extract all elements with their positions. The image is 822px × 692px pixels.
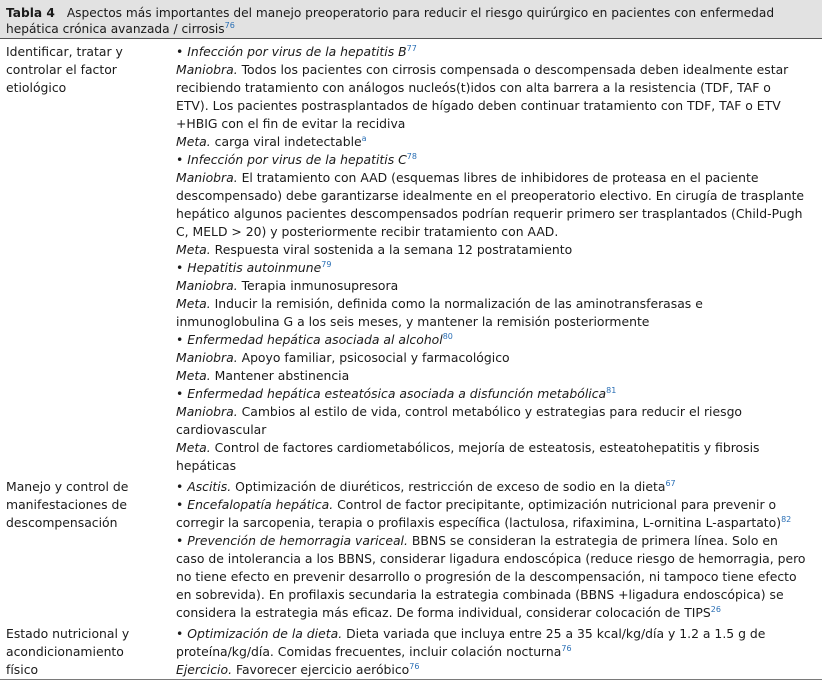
emphasis-text: Meta. (176, 296, 211, 311)
caption-reference[interactable]: 76 (224, 20, 235, 30)
body-text: en sobrevida). En profilaxis secundaria la estrategia combinada (BBNS +ligadura endoscópica) se (176, 587, 784, 602)
content-line (176, 403, 818, 421)
row-heading-line: manifestaciones de (6, 497, 128, 512)
content-line (176, 241, 818, 259)
body-text: El tratamiento con AAD (esquemas libres de inhibidores de proteasa en el paciente (237, 170, 759, 185)
bullet-marker: • (176, 533, 188, 548)
emphasis-text: Infección por virus de la hepatitis C (187, 152, 407, 167)
body-text: descompensado) debe garantizarse idealmente en el preoperatorio electivo. En cirugía de trasplante (176, 188, 805, 203)
content-line (176, 313, 818, 331)
bullet-marker: • (176, 260, 188, 275)
content-line (176, 151, 818, 169)
reference-superscript[interactable]: 82 (781, 514, 792, 524)
emphasis-text: Meta. (176, 242, 211, 257)
body-text: C, MELD > 20) y posteriormente recibir tratamiento con AAD. (176, 224, 559, 239)
reference-superscript[interactable]: 79 (321, 259, 332, 269)
table-label: Tabla 4 (6, 6, 55, 20)
content-line (176, 97, 818, 115)
body-text: recibiendo tratamiento con análogos nucleós(t)idos con alta barrera a la resistencia (TDF, TAF o (176, 80, 771, 95)
row-content (176, 622, 822, 679)
table-row (0, 475, 822, 622)
caption-text: Aspectos más importantes del manejo preoperatorio para reducir el riesgo quirúrgico en pacientes con enfermedad hepática crónica avanzada / cirrosis (6, 6, 775, 36)
body-text: Inducir la remisión, definida como la normalización de las aminotransferasas e (210, 296, 703, 311)
reference-superscript[interactable]: 78 (406, 151, 417, 161)
content-line (176, 169, 818, 187)
content-line (176, 295, 818, 313)
emphasis-text: Optimización de la dieta. (187, 626, 343, 641)
body-text: cardiovascular (176, 422, 267, 437)
table-caption (0, 0, 822, 38)
row-content (176, 475, 822, 622)
reference-superscript[interactable]: 76 (561, 643, 572, 653)
emphasis-text: Meta. (176, 368, 211, 383)
reference-superscript[interactable]: 26 (710, 604, 721, 614)
content-line (176, 61, 818, 79)
content-line (176, 568, 818, 586)
body-text: caso de intolerancia a los BBNS, considerar ligadura endoscópica (reduce riesgo de hemorragia, pero (176, 551, 806, 566)
content-line (176, 277, 818, 295)
table-row (0, 622, 822, 679)
reference-superscript[interactable]: 67 (665, 478, 676, 488)
body-text: proteína/kg/día. Comidas frecuentes, incluir colación nocturna (176, 644, 562, 659)
content-line (176, 457, 818, 475)
row-heading (0, 475, 176, 622)
body-text: inmunoglobulina G a los seis meses, y mantener la remisión posteriormente (176, 314, 650, 329)
body-text: Todos los pacientes con cirrosis compensada o descompensada deben idealmente estar (237, 62, 789, 77)
body-text: Cambios al estilo de vida, control metabólico y estrategias para reducir el riesgo (237, 404, 743, 419)
row-content (176, 39, 822, 475)
content-line (176, 625, 818, 643)
content-line (176, 187, 818, 205)
emphasis-text: Prevención de hemorragia variceal. (187, 533, 408, 548)
content-line (176, 223, 818, 241)
reference-superscript[interactable]: 81 (606, 385, 617, 395)
emphasis-text: Maniobra. (176, 170, 238, 185)
bullet-marker: • (176, 386, 188, 401)
content-line (176, 115, 818, 133)
content-line (176, 586, 818, 604)
body-text: BBNS se consideran la estrategia de primera línea. Solo en (407, 533, 778, 548)
body-text: corregir la sarcopenia, terapia o profilaxis específica (lactulosa, rifaximina, L-ornitina L-aspartato) (176, 515, 782, 530)
row-heading-line: etiológico (6, 80, 67, 95)
content-line (176, 259, 818, 277)
content-line (176, 385, 818, 403)
body-text: hepáticas (176, 458, 237, 473)
emphasis-text: Ejercicio. (176, 662, 233, 677)
content-line (176, 205, 818, 223)
content-line (176, 550, 818, 568)
row-heading-line: controlar el factor (6, 62, 117, 77)
body-text: Optimización de diuréticos, restricción de exceso de sodio en la dieta (231, 479, 666, 494)
emphasis-text: Maniobra. (176, 62, 238, 77)
content-line (176, 133, 818, 151)
bullet-marker: • (176, 626, 188, 641)
row-heading-line: acondicionamiento (6, 644, 124, 659)
body-text: Apoyo familiar, psicosocial y farmacológico (237, 350, 510, 365)
body-text: Respuesta viral sostenida a la semana 12 postratamiento (210, 242, 573, 257)
content-line (176, 514, 818, 532)
emphasis-text: Encefalopatía hepática. (187, 497, 334, 512)
emphasis-text: Ascitis. (187, 479, 232, 494)
body-text: ETV). Los pacientes postrasplantados de hígado deben continuar tratamiento con TDF, TAF o ETV (176, 98, 781, 113)
body-text: no tiene efecto en prevenir desarrollo o progresión de la descompensación, ni tampoco tiene efecto (176, 569, 797, 584)
emphasis-text: Maniobra. (176, 278, 238, 293)
table-row (0, 39, 822, 475)
emphasis-text: Enfermedad hepática esteatósica asociada a disfunción metabólica (187, 386, 607, 401)
content-line (176, 79, 818, 97)
emphasis-text: Hepatitis autoinmune (187, 260, 322, 275)
body-text: Terapia inmunosupresora (237, 278, 399, 293)
bullet-marker: • (176, 152, 188, 167)
body-text: Control de factor precipitante, optimización nutricional para prevenir o (333, 497, 777, 512)
bullet-marker: • (176, 44, 188, 59)
content-line (176, 604, 818, 622)
body-text: Favorecer ejercicio aeróbico (232, 662, 410, 677)
bullet-marker: • (176, 479, 188, 494)
body-text: hepático algunos pacientes descompensados podrían requerir primero ser trasplantados (Child-Pugh (176, 206, 803, 221)
body-text: considera la estrategia más eficaz. De forma individual, considerar colocación de TIPS (176, 605, 711, 620)
content-line (176, 331, 818, 349)
reference-superscript[interactable]: 80 (442, 331, 453, 341)
reference-superscript[interactable]: 77 (406, 43, 417, 53)
emphasis-text: Meta. (176, 440, 211, 455)
content-line (176, 643, 818, 661)
content-line (176, 367, 818, 385)
content-line (176, 439, 818, 457)
row-heading (0, 622, 176, 679)
emphasis-text: Enfermedad hepática asociada al alcohol (187, 332, 443, 347)
row-heading-line: Estado nutricional y (6, 626, 130, 641)
reference-superscript[interactable]: 76 (409, 661, 420, 671)
content-line (176, 43, 818, 61)
row-heading-line: Manejo y control de (6, 479, 129, 494)
content-line (176, 421, 818, 439)
content-line (176, 349, 818, 367)
emphasis-text: Maniobra. (176, 350, 238, 365)
row-heading (0, 39, 176, 475)
bottom-rule (0, 679, 822, 680)
row-heading-line: Identificar, tratar y (6, 44, 123, 59)
content-line (176, 661, 818, 679)
reference-superscript[interactable]: a (361, 133, 367, 143)
body-text: +HBIG con el fin de evitar la recidiva (176, 116, 406, 131)
body-text: Dieta variada que incluya entre 25 a 35 kcal/kg/día y 1.2 a 1.5 g de (342, 626, 766, 641)
body-text: carga viral indetectable (210, 134, 362, 149)
body-text: Mantener abstinencia (210, 368, 350, 383)
emphasis-text: Meta. (176, 134, 211, 149)
bullet-marker: • (176, 332, 188, 347)
content-line (176, 532, 818, 550)
emphasis-text: Maniobra. (176, 404, 238, 419)
content-line (176, 496, 818, 514)
emphasis-text: Infección por virus de la hepatitis B (187, 44, 407, 59)
body-text: Control de factores cardiometabólicos, mejoría de esteatosis, esteatohepatitis y fibrosis (210, 440, 760, 455)
row-heading-line: físico (6, 662, 39, 677)
content-line (176, 478, 818, 496)
row-heading-line: descompensación (6, 515, 118, 530)
bullet-marker: • (176, 497, 188, 512)
management-table (0, 39, 822, 679)
